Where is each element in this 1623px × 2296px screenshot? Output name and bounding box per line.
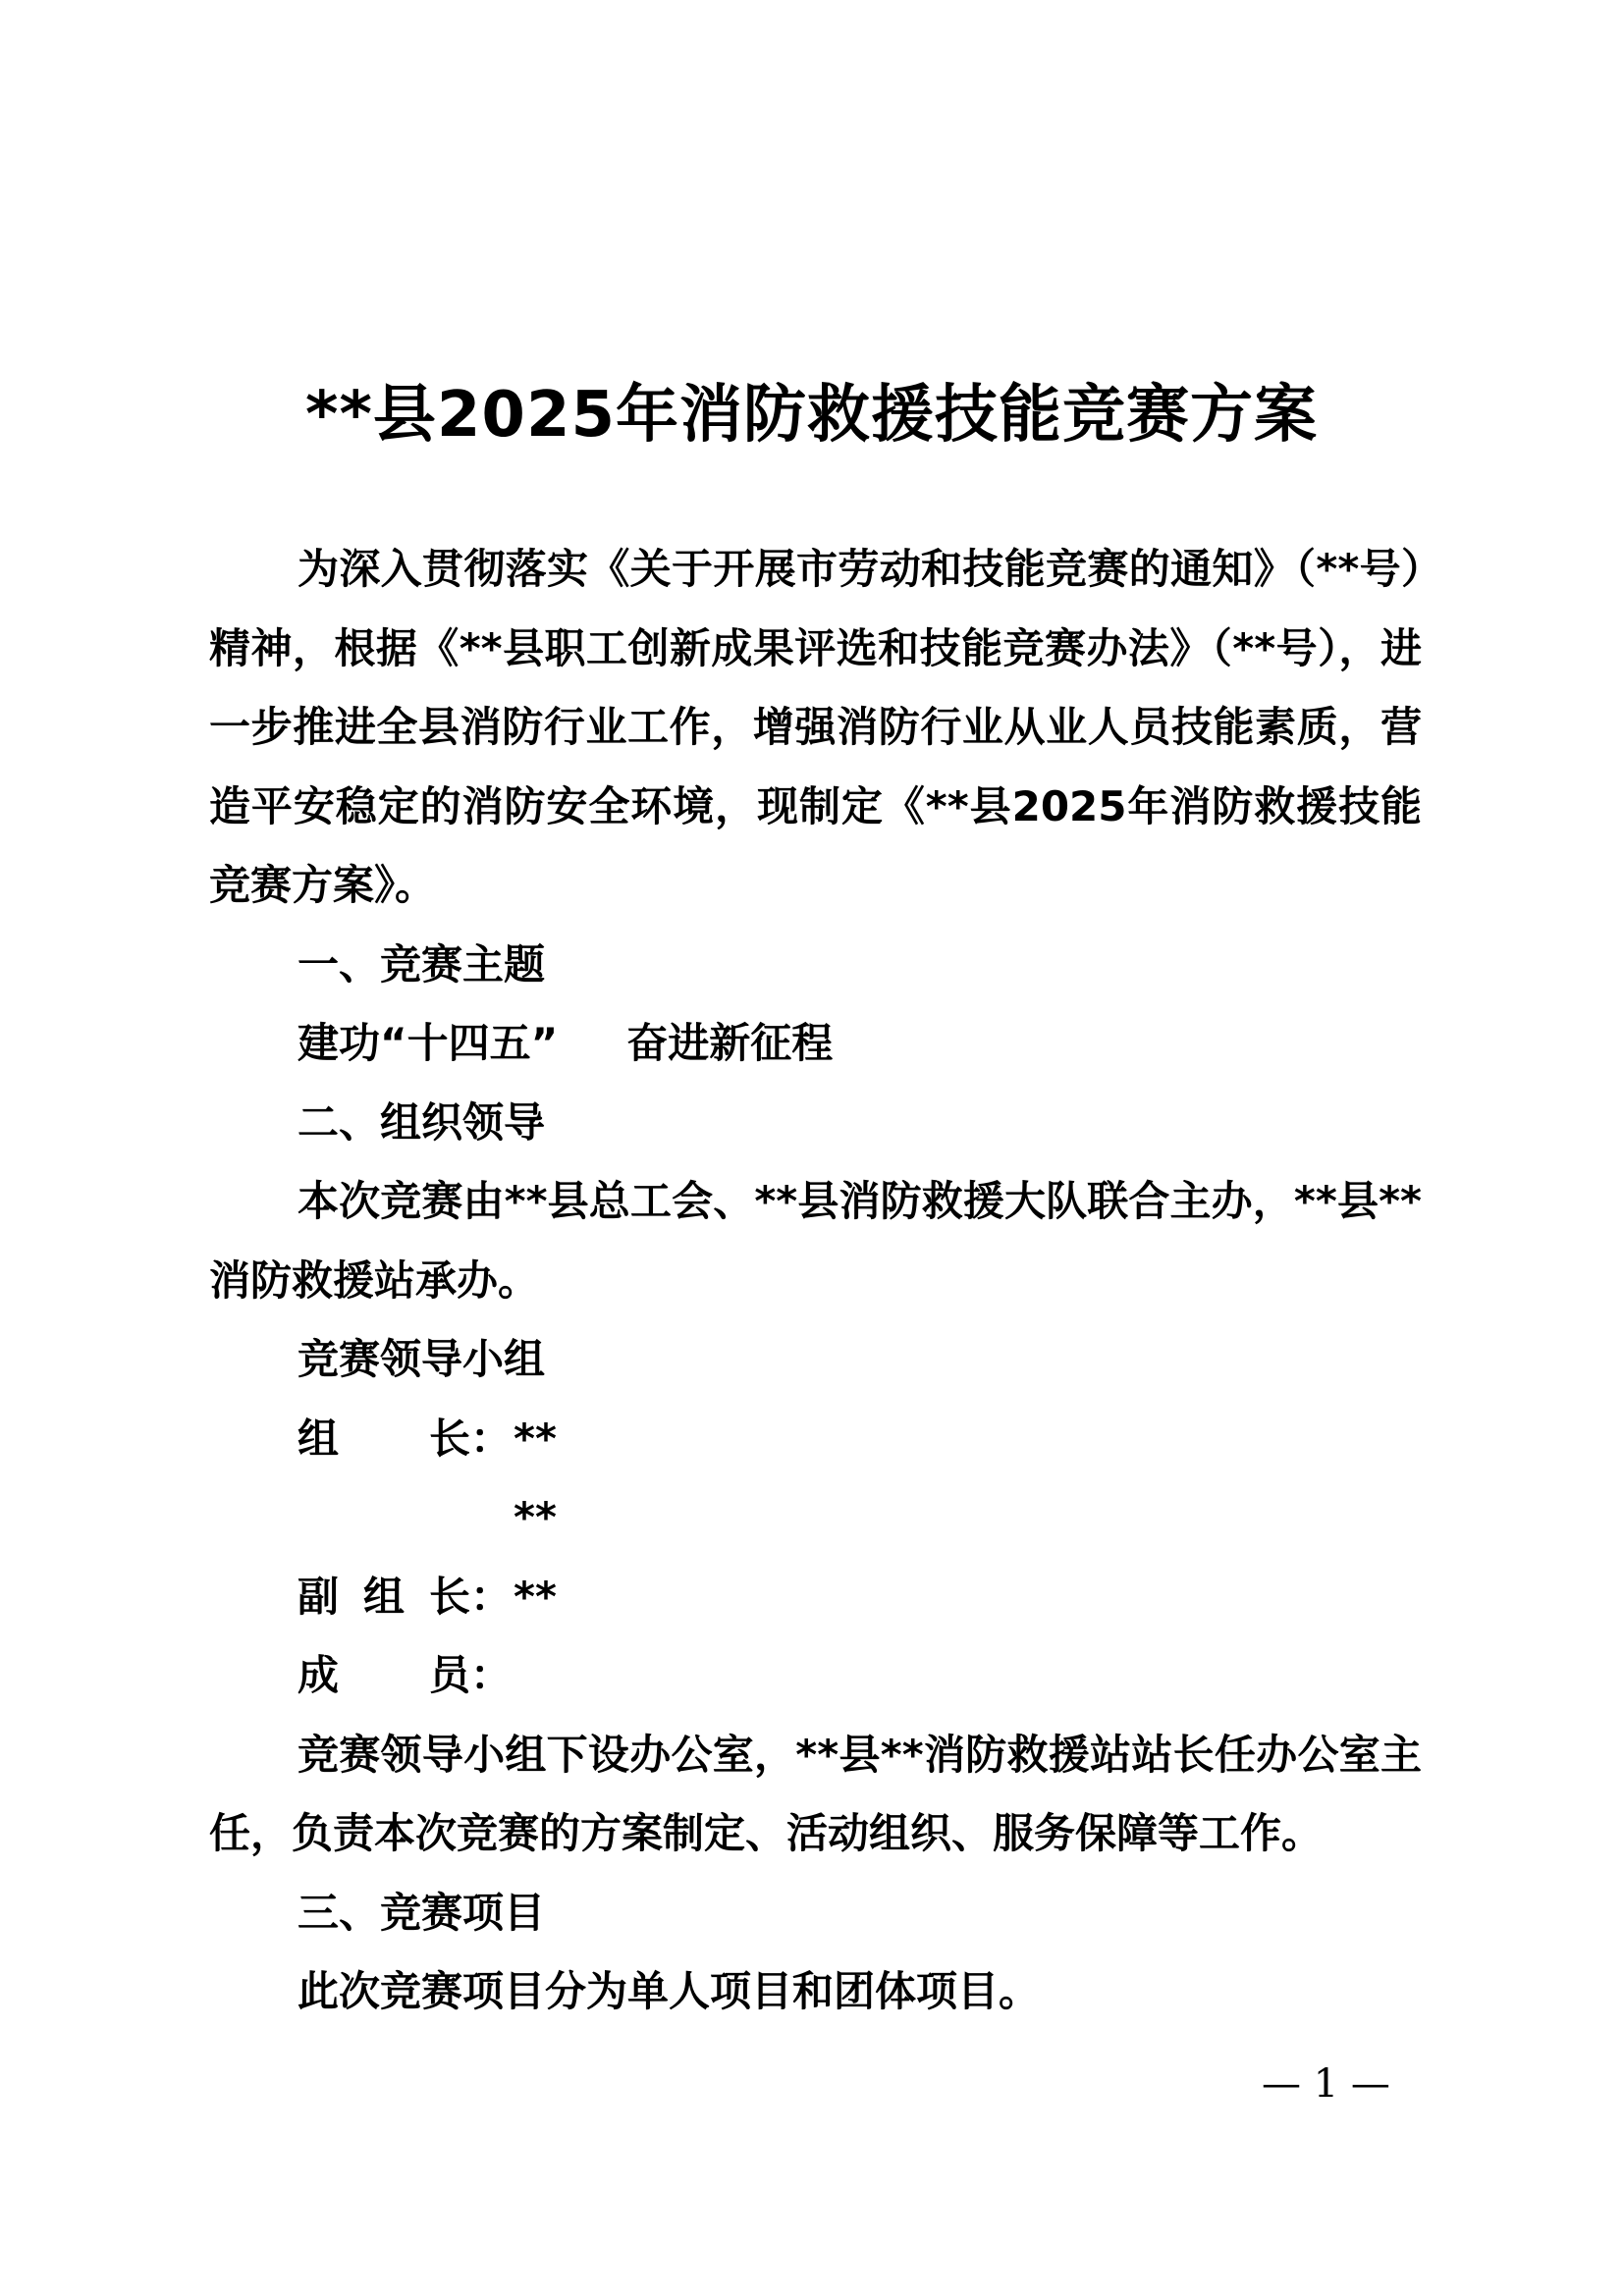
- members-value: [512, 1636, 514, 1716]
- page-number: — 1 —: [1262, 2061, 1390, 2107]
- intro-paragraph: 为深入贯彻落实《关于开展市劳动和技能竞赛的通知》（**号）精神，根据《**县职工创新成果评选和技能竞赛办法》（**号），进一步推进全县消防行业工作，增强消防行业从业人员技能素质，营造平安稳定的消防安全环境，现制定《**县2025年消防救援技能竞赛方案》。: [209, 545, 1422, 909]
- deputy-leader-label: 副 组 长：: [298, 1572, 512, 1621]
- members-row: [298, 1636, 1422, 1716]
- section-heading-theme: 一、竞赛主题: [298, 939, 546, 988]
- deputy-leader-value: **: [514, 1572, 557, 1621]
- document-title: **县2025年消防救援技能竞赛方案: [304, 379, 1319, 452]
- section-heading-events: 三、竞赛项目: [298, 1888, 546, 1937]
- theme-line: [209, 1004, 1422, 1084]
- leadership-group-title: 竞赛领导小组: [298, 1335, 546, 1383]
- members-label: 成 员：: [298, 1651, 512, 1699]
- organizers-paragraph: 本次竞赛由**县总工会、**县消防救援大队联合主办，**县**消防救援站承办。: [209, 1177, 1422, 1305]
- document-body: [209, 530, 1422, 2032]
- leader-value: **: [514, 1414, 557, 1463]
- leader-value-2: **: [514, 1493, 557, 1541]
- theme-part-2: 奋进新征程: [626, 1019, 834, 1067]
- leader-label: 组 长：: [298, 1414, 512, 1463]
- leader-row-2: [298, 1478, 1422, 1558]
- deputy-leader-row: [298, 1558, 1422, 1637]
- theme-part-1: 建功“十四五”: [298, 1019, 559, 1067]
- office-paragraph: 竞赛领导小组下设办公室，**县**消防救援站站长任办公室主任，负责本次竞赛的方案制定、活动组织、服务保障等工作。: [209, 1730, 1422, 1857]
- events-paragraph: 此次竞赛项目分为单人项目和团体项目。: [298, 1967, 1041, 2015]
- section-heading-organization: 二、组织领导: [298, 1097, 546, 1147]
- leader-row: [298, 1400, 1422, 1479]
